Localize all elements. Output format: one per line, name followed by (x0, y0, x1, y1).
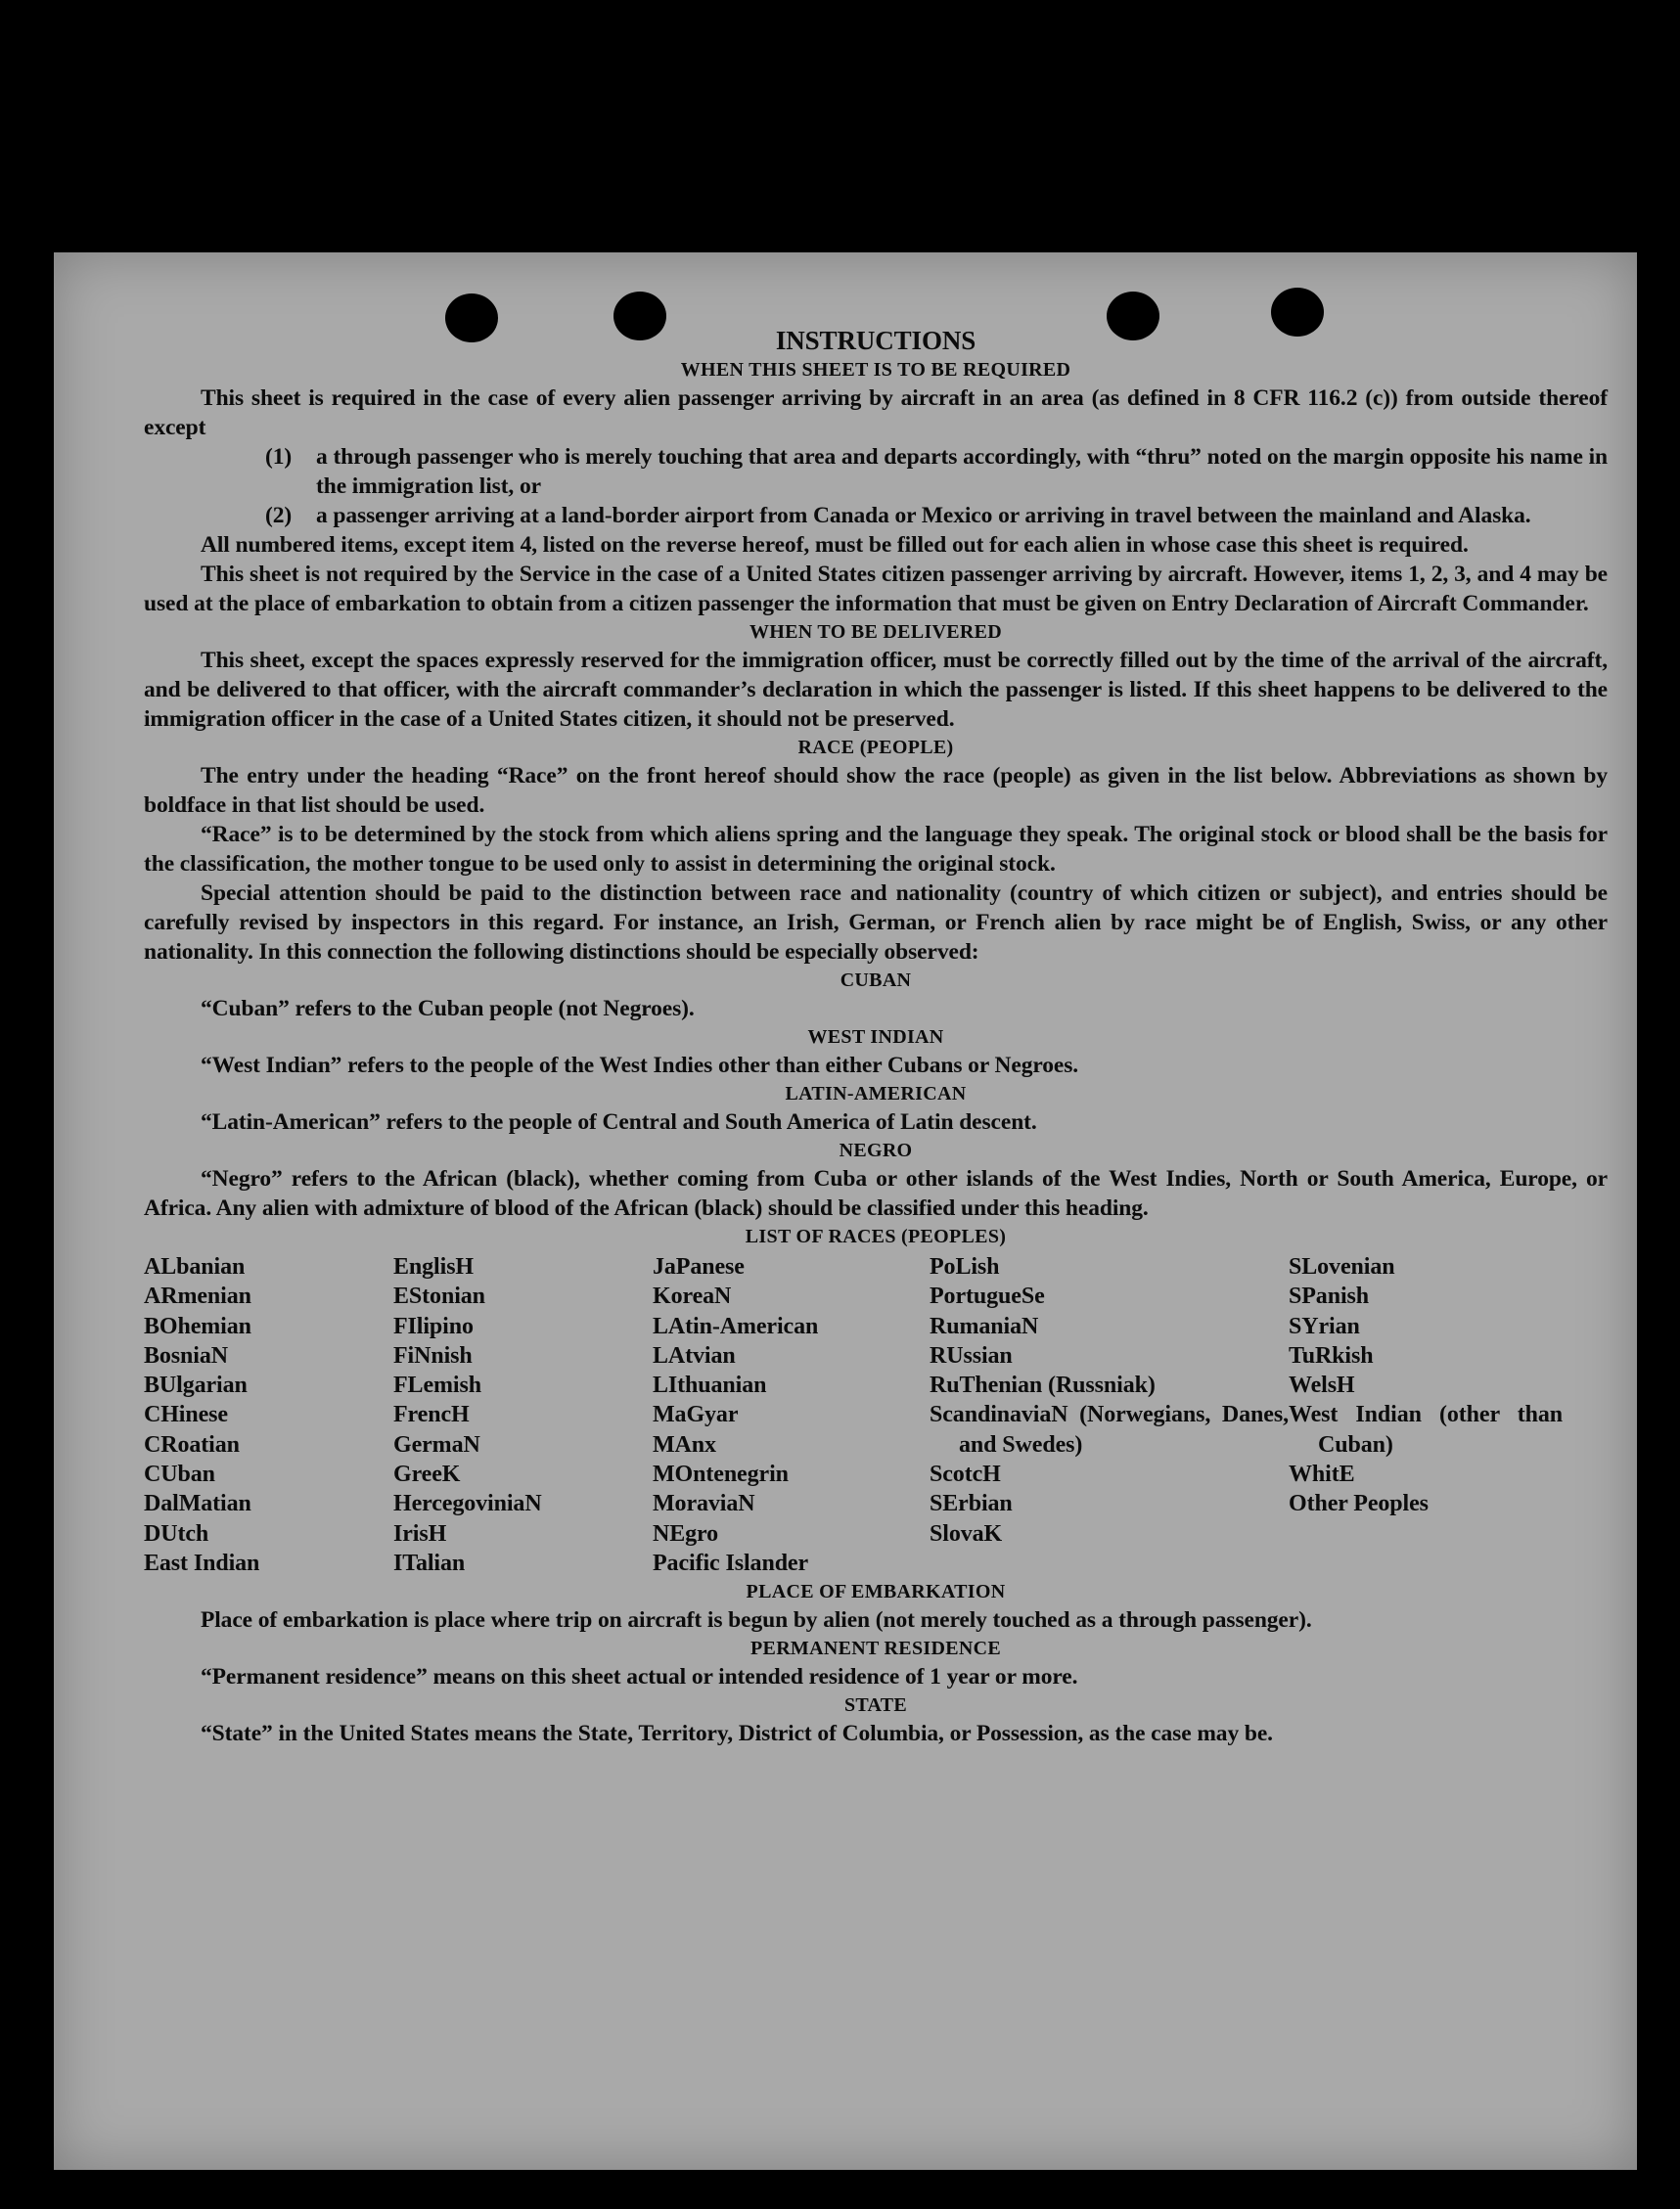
heading-race: RACE (PEOPLE) (797, 737, 954, 758)
race-entry: LAtin-American (653, 1313, 819, 1339)
paragraph-embarkation: Place of embarkation is place where trip on aircraft is begun by alien (not merely touched as a through passenger). (201, 1607, 1312, 1634)
list-item (144, 501, 1608, 530)
heading-west-indian: WEST INDIAN (807, 1026, 944, 1048)
paragraph-race-nationality: Special attention should be paid to the distinction between race and nationality (country of which citizen or subject), and entries should be carefully revised by inspectors in this regard. For instance, an Irish, German, or French alien by race might be of English, Swiss, or any other nationality. In this connection the following distinctions should be especially observed: (144, 880, 1608, 965)
heading-state: STATE (843, 1694, 908, 1717)
race-entry: BOhemian (144, 1313, 251, 1339)
paragraph-negro: “Negro” refers to the African (black), whether coming from Cuba or other islands of the West Indies, North or South America, Europe, or Africa. Any alien with admixture of blood of the African (black) should be classified under this heading. (144, 1166, 1608, 1221)
document-sheet (54, 252, 1637, 2170)
race-entry: SLovenian (1289, 1254, 1395, 1280)
race-entry: East Indian (144, 1550, 260, 1576)
race-entry: LAtvian (653, 1342, 736, 1369)
instructions-content (144, 325, 1608, 1748)
heading-when-delivered: WHEN TO BE DELIVERED (749, 621, 1003, 643)
paragraph-numbered-items: All numbered items, except item 4, listed on the reverse hereof, must be filled out for each alien in whose case this sheet is required. (201, 532, 1469, 558)
race-entry: CRoatian (144, 1431, 240, 1458)
race-entry: KoreaN (653, 1284, 732, 1310)
race-entry: WelsH (1289, 1373, 1355, 1399)
race-entry: FIlipino (393, 1313, 474, 1339)
race-entry: JaPanese (653, 1254, 745, 1280)
race-entry: BUlgarian (144, 1373, 248, 1399)
race-entry: NEgro (653, 1520, 719, 1547)
paragraph-state: “State” in the United States means the State, Territory, District of Columbia, or Possession, as the case may be. (201, 1721, 1273, 1747)
race-entry: ScotcH (930, 1462, 1001, 1488)
paragraph-when-required-intro: This sheet is required in the case of every alien passenger arriving by aircraft in an area (as defined in 8 CFR 116.2 (c)) from outside thereof except (144, 385, 1608, 440)
race-entry: WhitE (1289, 1462, 1355, 1488)
race-entry: EStonian (393, 1284, 485, 1310)
race-entry: DUtch (144, 1520, 209, 1547)
heading-permanent-residence: PERMANENT RESIDENCE (750, 1638, 1001, 1660)
race-entry: SlovaK (930, 1520, 1003, 1547)
race-entry: PoLish (930, 1254, 1000, 1280)
race-entry: ITalian (393, 1550, 466, 1576)
paragraph-cuban: “Cuban” refers to the Cuban people (not Negroes). (201, 996, 695, 1021)
race-entry: FiNnish (393, 1342, 473, 1369)
race-entry: CHinese (144, 1402, 228, 1428)
list-item (144, 442, 1608, 501)
heading-cuban: CUBAN (840, 969, 912, 991)
race-entry: SYrian (1289, 1313, 1360, 1339)
race-entry: Pacific Islander (653, 1550, 809, 1576)
race-entry: BosniaN (144, 1342, 228, 1369)
race-entry: DalMatian (144, 1491, 251, 1517)
races-list (144, 1252, 1608, 1578)
race-entry: West Indian (other than Cuban) (1289, 1402, 1563, 1458)
races-column-2 (393, 1252, 653, 1578)
race-entry: RUssian (930, 1342, 1013, 1369)
race-entry: RuThenian (Russniak) (930, 1373, 1156, 1399)
heading-list-of-races: LIST OF RACES (PEOPLES) (745, 1226, 1007, 1247)
race-entry: SErbian (930, 1491, 1013, 1517)
race-entry: MOntenegrin (653, 1462, 789, 1488)
race-entry: GermaN (393, 1431, 480, 1458)
item-number: (1) (265, 444, 293, 470)
item-number: (2) (265, 503, 293, 528)
races-column-3 (653, 1252, 930, 1578)
races-column-5 (1289, 1252, 1563, 1578)
paragraph-race-entry: The entry under the heading “Race” on the front hereof should show the race (people) as given in the list below. Abbreviations as shown by boldface in that list should be used. (144, 763, 1608, 818)
race-entry: RumaniaN (930, 1313, 1039, 1339)
race-entry: CUban (144, 1462, 215, 1488)
race-entry: SPanish (1289, 1284, 1370, 1310)
heading-embarkation: PLACE OF EMBARKATION (746, 1581, 1006, 1603)
race-entry: PortugueSe (930, 1284, 1045, 1310)
paragraph-west-indian: “West Indian” refers to the people of the West Indies other than either Cubans or Negroes. (201, 1053, 1079, 1078)
race-entry: MoraviaN (653, 1491, 755, 1517)
race-entry: FLemish (393, 1373, 481, 1399)
paragraph-when-delivered: This sheet, except the spaces expressly reserved for the immigration officer, must be correctly filled out by the time of the arrival of the aircraft, and be delivered to that officer, with the aircraft commander’s declaration in which the passenger is listed. If this sheet happens to be delivered to the immigration officer in the case of a United States citizen, it should not be preserved. (144, 648, 1608, 732)
race-entry: ARmenian (144, 1284, 251, 1310)
paragraph-citizen-passenger: This sheet is not required by the Service in the case of a United States citizen passenger arriving by aircraft. However, items 1, 2, 3, and 4 may be used at the place of embarkation to obtain from a citizen passenger the information that must be given on Entry Declaration of Aircraft Commander. (144, 562, 1608, 616)
race-entry: TuRkish (1289, 1342, 1374, 1369)
race-entry: GreeK (393, 1462, 461, 1488)
races-column-1 (144, 1252, 393, 1578)
paragraph-permanent-residence: “Permanent residence” means on this sheet actual or intended residence of 1 year or more. (201, 1664, 1078, 1691)
races-column-4 (930, 1252, 1289, 1578)
paragraph-latin-american: “Latin-American” refers to the people of Central and South America of Latin descent. (201, 1109, 1037, 1135)
item-text: a passenger arriving at a land-border airport from Canada or Mexico or arriving in travel between the mainland and Alaska. (316, 503, 1531, 528)
race-entry: IrisH (393, 1520, 447, 1547)
race-entry: LIthuanian (653, 1373, 767, 1399)
race-entry: FrencH (393, 1402, 470, 1428)
race-entry: MaGyar (653, 1402, 739, 1428)
heading-negro: NEGRO (839, 1140, 913, 1161)
page-title: INSTRUCTIONS (775, 326, 976, 355)
race-entry: HercegoviniaN (393, 1491, 542, 1517)
race-entry: ScandinaviaN (Norwegians, Danes, and Swedes) (930, 1402, 1289, 1458)
item-text: a through passenger who is merely touching that area and departs accordingly, with “thru” noted on the margin opposite his name in the immigration list, or (316, 444, 1608, 499)
paragraph-race-definition: “Race” is to be determined by the stock from which aliens spring and the language they speak. The original stock or blood shall be the basis for the classification, the mother tongue to be used only to assist in determining the original stock. (144, 822, 1608, 877)
race-entry: EnglisH (393, 1254, 474, 1280)
heading-latin-american: LATIN-AMERICAN (785, 1083, 967, 1104)
race-entry: ALbanian (144, 1254, 246, 1280)
race-entry: MAnx (653, 1431, 716, 1458)
race-entry: Other Peoples (1289, 1491, 1429, 1517)
heading-when-required: WHEN THIS SHEET IS TO BE REQUIRED (680, 359, 1071, 381)
